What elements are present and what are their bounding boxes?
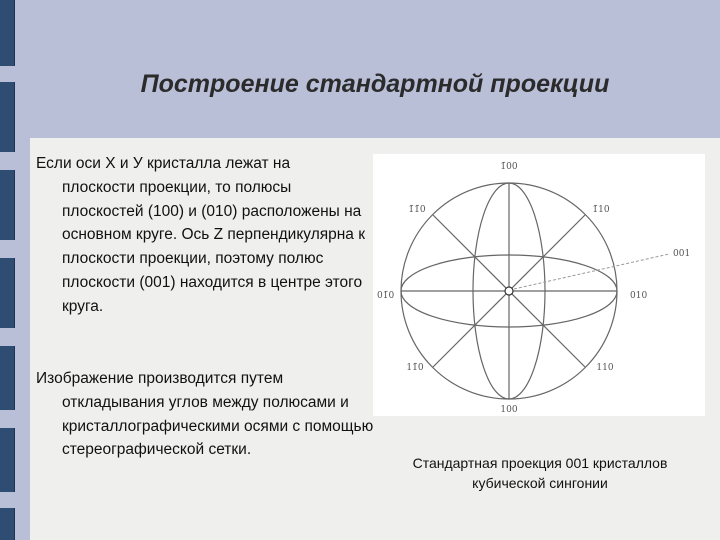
paragraph-axes-body: плоскости проекции, то полюсы плоскостей (100) и (010) расположены на основном круге. Ось Z перпендикулярна к плоскости проекции, поэтому полюс плоскости (001) находится в центре этого круга. [62,178,366,315]
stereographic-projection-figure [373,154,705,416]
projection-diagram [373,154,705,416]
left-accent-bar-4 [0,258,15,328]
pointer-line [514,254,669,289]
left-accent-bar-1 [0,0,15,66]
label-top-left: 1̄1̄0 [408,205,426,215]
paragraph-method-first-line: Изображение производится путем [36,370,284,387]
label-pointer-001: 001 [673,249,691,259]
slide-title: Построение стандартной проекции [140,70,610,98]
figure-caption: Стандартная проекция 001 кристаллов кубической сингонии [412,455,668,491]
label-bottom-right: 110 [596,363,614,373]
content-panel [30,138,720,540]
paragraph-axes [36,152,376,319]
paragraph-axes-first-line: Если оси X и У кристалла лежат на [36,155,291,172]
label-top: 1̄00 [500,162,518,172]
label-bottom: 100 [500,405,518,415]
paragraph-method [36,367,376,462]
label-right: 010 [630,291,648,301]
left-accent-bar-6 [0,428,15,492]
label-bottom-left: 11̄0 [406,363,424,373]
left-accent-bar-5 [0,346,15,410]
label-left: 01̄0 [377,291,395,301]
label-top-right: 1̄10 [592,205,610,215]
left-accent-bar-3 [0,170,15,240]
center-pole-001 [505,287,513,295]
paragraph-method-body: откладывания углов между полюсами и кристаллографическими осями с помощью стереографической сетки. [62,393,374,459]
left-accent-bar-7 [0,508,15,540]
